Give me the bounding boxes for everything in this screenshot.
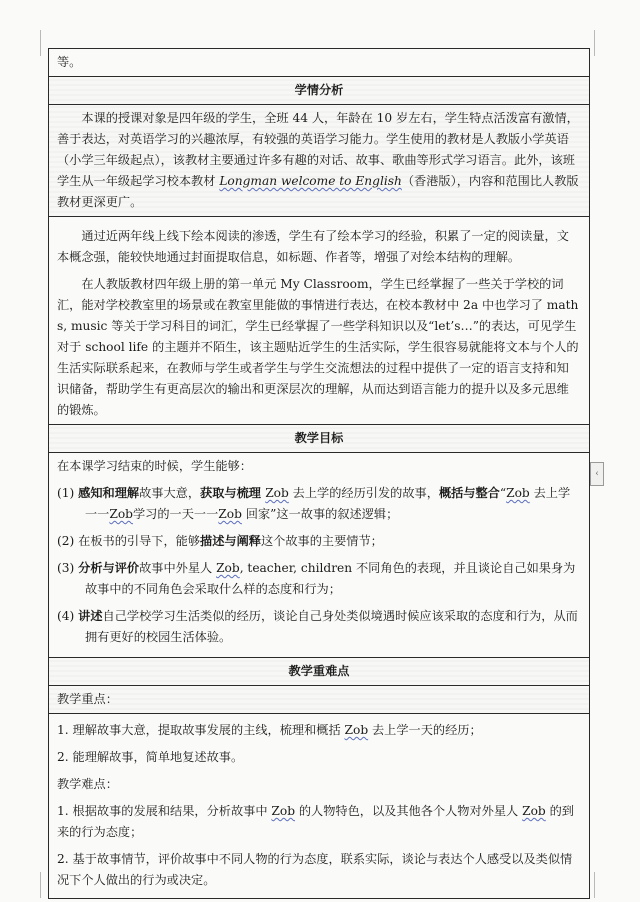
emphasis: 描述与阐释 <box>200 534 261 548</box>
top-fragment-cell <box>49 49 590 77</box>
text: 去上学一一 <box>85 486 571 521</box>
comment-marker-icon[interactable]: ‹ <box>590 462 604 486</box>
objective-number: (3) <box>57 561 79 575</box>
text: “ <box>499 486 507 500</box>
difficulty-item-2: 2. 基于故事情节，评价故事中不同人物的行为态度，联系实际，谈论与表达个人感受以及类似情况下个人做出的行为或决定。 <box>57 852 573 887</box>
text: 这个故事的主要情节； <box>260 534 383 548</box>
objective-3 <box>57 558 581 600</box>
objective-number: (4) <box>57 609 79 623</box>
difficulty-label: 教学难点： <box>57 777 118 791</box>
zob-name: Zob <box>265 486 289 500</box>
objective-1 <box>57 483 581 525</box>
crop-mark <box>594 30 595 56</box>
objectives-intro: 在本课学习结束的时候，学生能够： <box>57 459 252 473</box>
text: 在板书的引导下，能够 <box>78 534 201 548</box>
focus-items-cell <box>49 714 590 899</box>
crop-mark <box>40 30 41 56</box>
zob-name: Zob <box>271 804 295 818</box>
learner-analysis-heading: 学情分析 <box>49 77 590 105</box>
focus-item-2: 2. 能理解故事，简单地复述故事。 <box>57 750 244 764</box>
text: 去上学的经历引发的故事， <box>288 486 439 500</box>
objective-number: (2) <box>57 534 79 548</box>
text: , teacher, children 不同角色的表现，并且谈论自己如果身为故事中的不同角色会采取什么样的态度和行为； <box>85 561 576 596</box>
paragraph-text: 本课的授课对象是四年级的学生，全班 44 人，年龄在 10 岁左右，学生特点活泼富有激情，善于表达，对英语学习的兴趣浓厚，有较强的英语学习能力。学生使用的教材是人教版小学英语（小学三年级起点），该教材主要通过许多有趣的对话、故事、歌曲等形式学习语言。此外，该班学生从一年级起学习校本教材 <box>57 111 579 188</box>
learner-analysis-cell-1 <box>49 105 590 217</box>
text: 去上学一天的经历； <box>368 723 482 737</box>
text: 的到来的行为态度； <box>57 804 574 839</box>
emphasis: 获取与梳理 <box>200 486 266 500</box>
learner-analysis-paragraph-1 <box>57 108 581 213</box>
focus-label-cell <box>49 686 590 714</box>
lesson-plan-table <box>48 48 590 899</box>
text: 的人物特色，以及其他各个人物对外星人 <box>295 804 523 818</box>
text: 学习的一天一一 <box>132 507 219 521</box>
crop-mark <box>40 872 41 898</box>
text: 故事中外星人 <box>139 561 217 575</box>
learner-analysis-paragraph-3: 在人教版教材四年级上册的第一单元 My Classroom，学生已经掌握了一些关于学校的词汇，能对学校教室里的场景或在教室里能做的事情进行表达，在校本教材中 2a 中也学习了 maths, music 等关于学习科目的词汇，学生已经掌握了一些学科知识以及“let’s…”的表达，可见学生对于 school life 的主题并不陌生，该主题贴近学生的生活实际，学生很容易就能将文本与个人的生活实际联系起来，在教师与学生或者学生与学生交流想法的过程中提供了一定的语言支持和知识储备，帮助学生有更高层次的输出和更深层次的理解，从而达到语言能力的提升以及多元思维的锻炼。 <box>57 277 579 417</box>
zob-name: Zob <box>522 804 546 818</box>
zob-name: Zob <box>216 561 240 575</box>
text: 1. 根据故事的发展和结果，分析故事中 <box>57 804 272 818</box>
textbook-title: Longman welcome to English <box>219 174 402 188</box>
zob-name: Zob <box>506 486 530 500</box>
text: 故事大意， <box>139 486 201 500</box>
key-points-heading: 教学重难点 <box>49 658 590 686</box>
objectives-heading: 教学目标 <box>49 425 590 453</box>
difficulty-item-1 <box>57 801 581 843</box>
paragraph-text: （香港版），内容和范围比人教版教材更深更广。 <box>57 174 579 209</box>
learner-analysis-cell-2 <box>49 217 590 425</box>
emphasis: 讲述 <box>78 609 103 623</box>
objective-4 <box>57 606 581 648</box>
top-fragment-text: 等。 <box>57 55 82 69</box>
focus-label: 教学重点： <box>57 692 118 706</box>
focus-item-1 <box>57 720 581 741</box>
zob-name: Zob <box>109 507 133 521</box>
objective-2 <box>57 531 581 552</box>
emphasis: 概括与整合 <box>438 486 500 500</box>
text: 自己学校学习生活类似的经历，谈论自己身处类似境遇时候应该采取的态度和行为，从而拥有更好的校园生活体验。 <box>85 609 578 644</box>
emphasis: 感知和理解 <box>78 486 140 500</box>
objectives-cell <box>49 453 590 658</box>
zob-name: Zob <box>344 723 369 737</box>
text: 回家”这一故事的叙述逻辑； <box>241 507 399 521</box>
crop-mark <box>594 872 595 898</box>
objective-number: (1) <box>57 486 79 500</box>
learner-analysis-paragraph-2: 通过近两年线上线下绘本阅读的渗透，学生有了绘本学习的经验，积累了一定的阅读量，文本概念强，能较快地通过封面提取信息，如标题、作者等，增强了对绘本结构的理解。 <box>57 229 569 264</box>
emphasis: 分析与评价 <box>78 561 140 575</box>
zob-name: Zob <box>218 507 242 521</box>
text: 1. 理解故事大意，提取故事发展的主线，梳理和概括 <box>57 723 345 737</box>
